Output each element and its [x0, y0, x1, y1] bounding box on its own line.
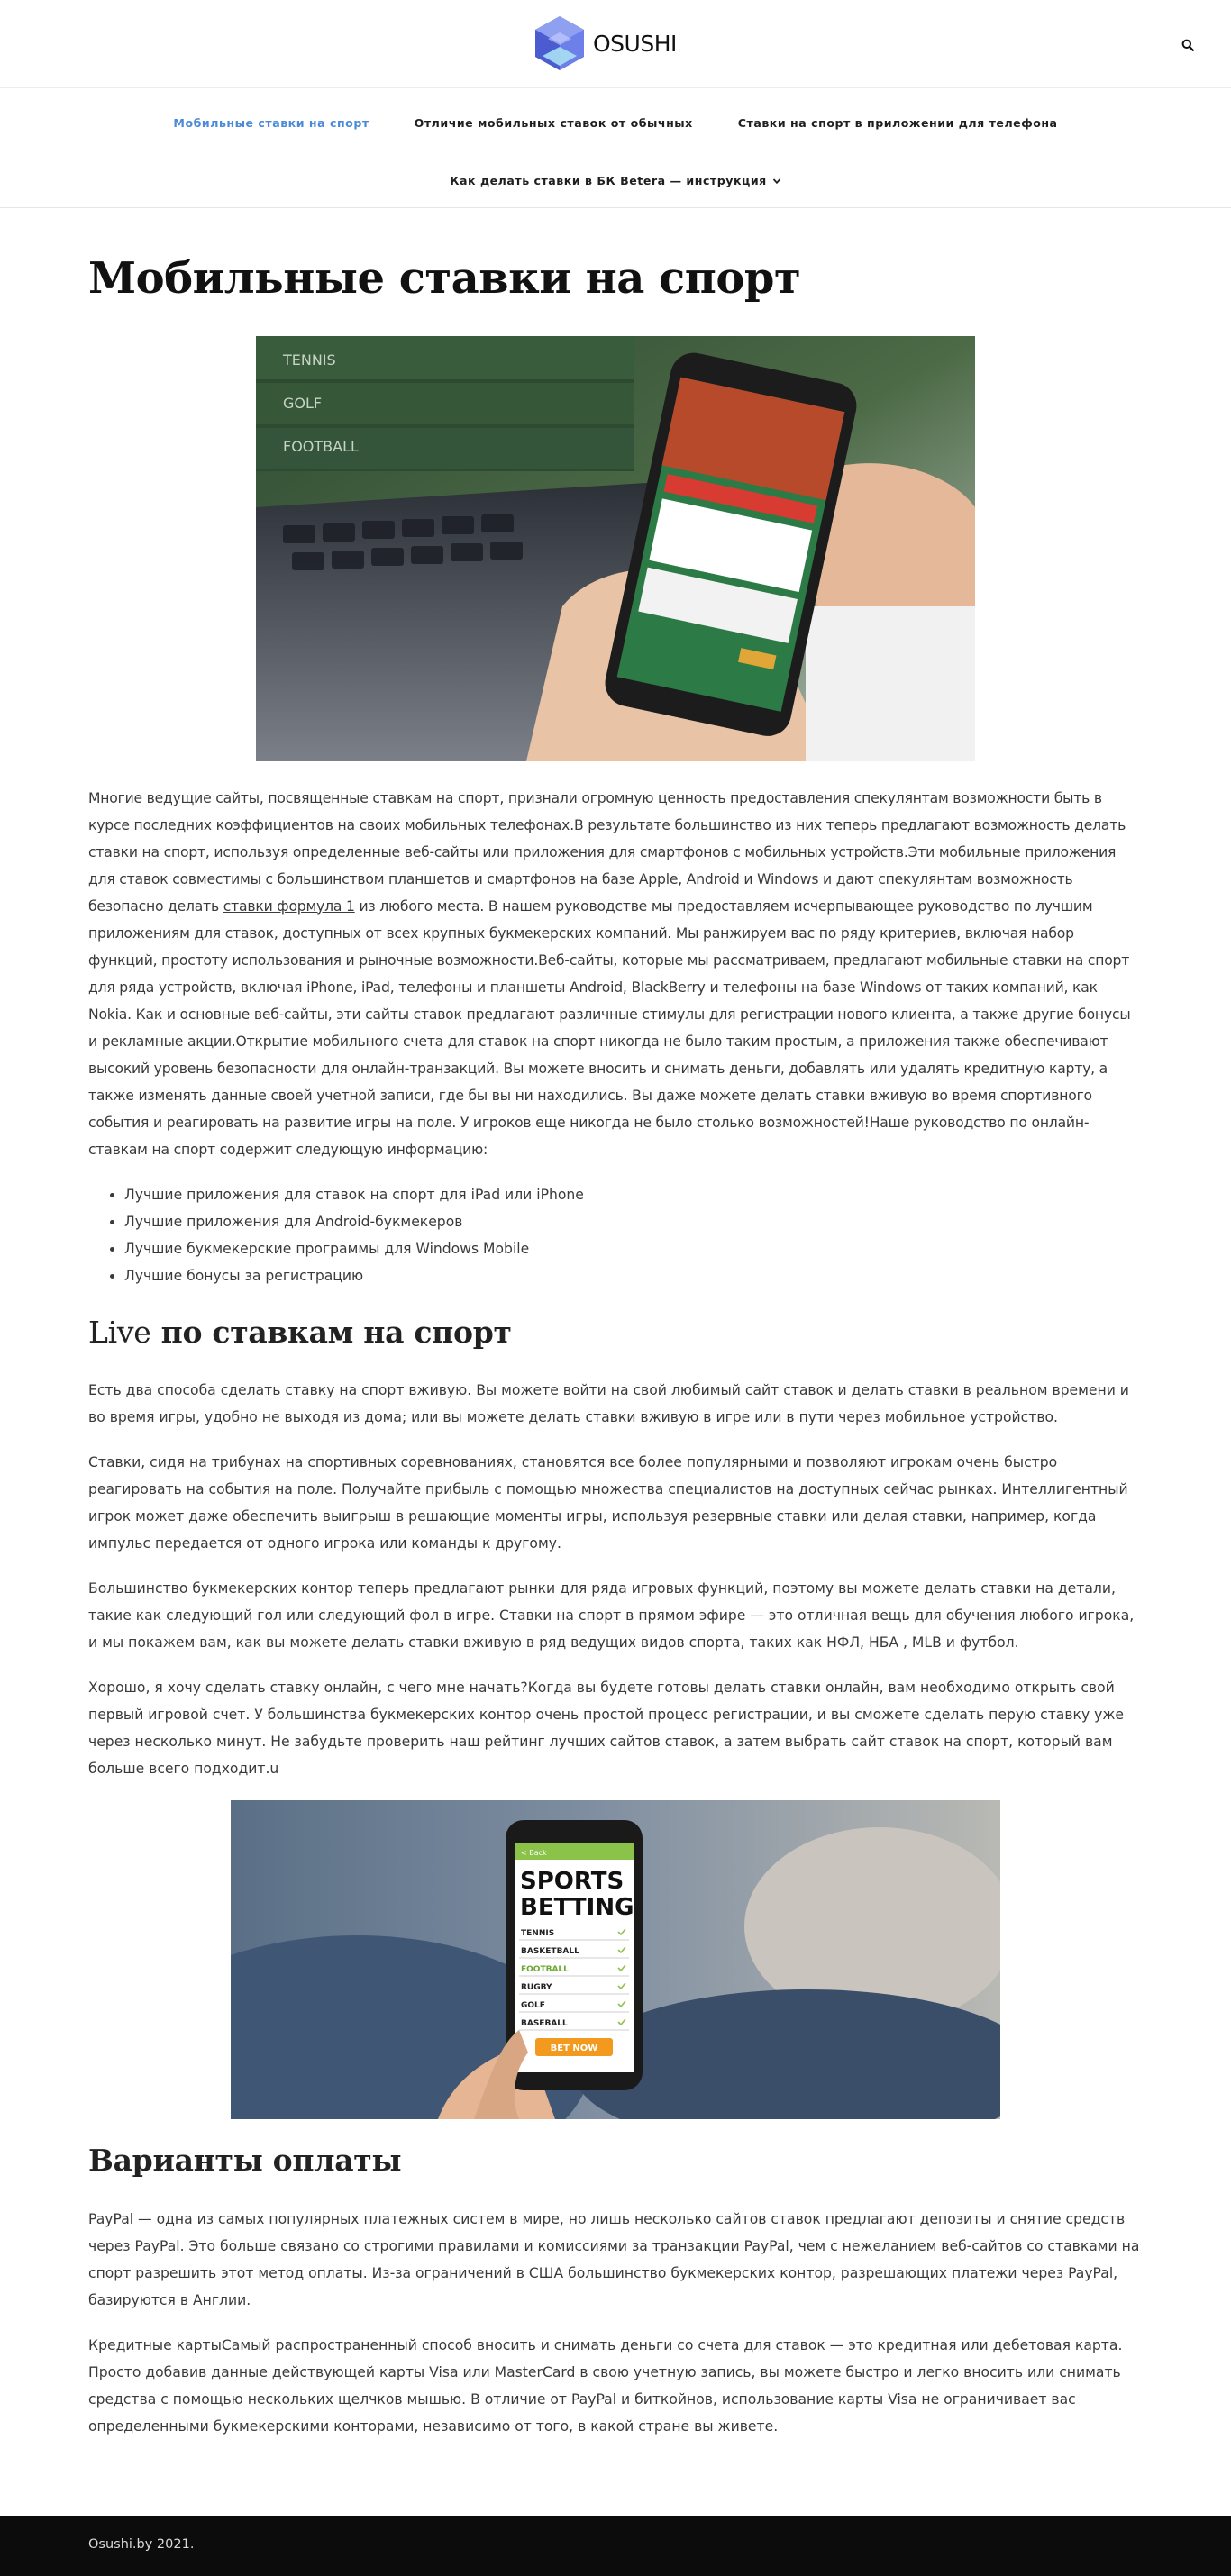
- phone-item: RUGBY: [521, 1983, 552, 1993]
- nav-item-mobile-betting[interactable]: [173, 110, 369, 137]
- search-button[interactable]: [1177, 34, 1199, 56]
- site-logo-link[interactable]: [533, 14, 677, 72]
- site-title: OSUSHI: [593, 30, 677, 57]
- live-paragraph: Ставки, сидя на трибунах на спортивных соревнованиях, становятся все более популярными и позволяют игрокам очень быстро реагировать на события на поле. Получайте прибыль с помощью множества специалистов на доступных сейчас рынках. Интеллигентный игрок может даже обеспечить выигрыш в решающие моменты игры, используя резервные ставки или делая ставки, например, когда импульс передается от одного игрока или команды к другому.: [88, 1454, 1128, 1552]
- nav-item-label: Ставки на спорт в приложении для телефона: [737, 116, 1058, 130]
- phone-title-line2: BETTING: [520, 1894, 634, 1922]
- payment-paragraph: PayPal — одна из самых популярных платежных систем в мире, но лишь несколько сайтов ставок предлагают депозиты и снятие средств через PayPal. Это больше связано со строгими правилами и комиссиями за транзакции PayPal, чем с нежеланием веб-сайтов со ставками на спорт разрешить этот метод оплаты. Из-за ограничений в США большинство букмекерских контор, разрешающих платежи через PayPal, базируются в Англии.: [88, 2210, 1140, 2308]
- article-image-phone-betting: [256, 336, 975, 761]
- list-item: • Лучшие приложения для Android-букмекеров: [124, 1208, 1143, 1235]
- footer-copyright: Osushi.by 2021.: [88, 2537, 195, 2552]
- phone-item: BASEBALL: [521, 2019, 568, 2029]
- phone-item: TENNIS: [521, 1929, 555, 1939]
- list-item: • Лучшие бонусы за регистрацию: [124, 1262, 1143, 1289]
- payment-options-heading: Варианты оплаты: [88, 2143, 402, 2179]
- guide-contents-list: [88, 1181, 1143, 1289]
- phone-item: FOOTBALL: [521, 1965, 569, 1975]
- phone-title-line1: SPORTS: [520, 1868, 625, 1896]
- search-icon: [1181, 39, 1194, 51]
- nav-row: [0, 110, 1231, 137]
- nav-row: [0, 168, 1231, 195]
- nav-item-label: Как делать ставки в БК Betera — инструкция: [450, 174, 767, 187]
- live-paragraph: Большинство букмекерских контор теперь предлагают рынки для ряда игровых функций, поэтому вы можете делать ставки на детали, такие как следующий гол или следующий фол в игре. Ставки на спорт в прямом эфире — это отличная вещь для обучения любого игрока, и мы покажем вам, как вы можете делать ставки вживую в ряд ведущих видов спорта, таких как НФЛ, НБА , MLB и футбол.: [88, 1580, 1135, 1652]
- nav-item-betera-instruction[interactable]: [450, 168, 781, 195]
- nav-item-label: Мобильные ставки на спорт: [173, 116, 369, 130]
- intro-paragraph: [88, 785, 1143, 1163]
- intro-text-end: из любого места. В нашем руководстве мы предоставляем исчерпывающее руководство по лучшим приложениям для ставок, доступных от всех крупных букмекерских компаний. Мы ранжируем вас по ряду критериев, включая набор функций, простоту использования и рыночные возможности.Веб-сайты, которые мы рассматриваем, предлагают мобильные ставки на спорт для ряда устройств, включая iPhone, iPad, телефоны и планшеты Android, BlackBerry и телефоны на базе Windows от таких компаний, как Nokia. Как и основные веб-сайты, эти сайты ставок предлагают различные стимулы для регистрации нового клиента, а также другие бонусы и рекламные акции.Открытие мобильного счета для ставок на спорт никогда не было таким простым, а приложения также обеспечивают высокий уровень безопасности для онлайн-транзакций. Вы можете вносить и снимать деньги, добавлять или удалять кредитную карту, а также изменять данные своей учетной записи, где бы вы ни находились. Вы даже можете делать ставки вживую во время спортивного события и реагировать на развитие игры на поле. У игроков еще никогда не было столько возможностей!Наше руководство по онлайн-ставкам на спорт содержит следующую информацию:: [88, 897, 1131, 1158]
- list-item: • Лучшие букмекерские программы для Windows Mobile: [124, 1235, 1143, 1262]
- payment-paragraph: Кредитные картыСамый распространенный способ вносить и снимать деньги со счета для ставок — это кредитная или дебетовая карта. Просто добавив данные действующей карты Visa или MasterCard в свою учетную запись, вы можете быстро и легко вносить или снимать средства с помощью нескольких щелчков мышью. В отличие от PayPal и биткойнов, использование карты Visa не ограничивает вас определенными букмекерскими конторами, независимо от того, в какой стране вы живете.: [88, 2336, 1123, 2435]
- formula1-betting-link[interactable]: ставки формула 1: [223, 897, 355, 915]
- nav-item-mobile-vs-regular[interactable]: [415, 110, 693, 137]
- list-item: • Лучшие приложения для ставок на спорт для iPad или iPhone: [124, 1181, 1143, 1208]
- phone-item: GOLF: [521, 2001, 545, 2011]
- intro-text-start: Многие ведущие сайты, посвященные ставкам на спорт, признали огромную ценность предоставления спекулянтам возможности быть в курсе последних коэффициентов на своих мобильных телефонах.В результате большинство из них теперь предлагают возможность делать ставки на спорт, используя определенные веб-сайты или приложения для смартфонов с мобильных устройств.Эти мобильные приложения для ставок совместимы с большинством планшетов и смартфонов на базе Apple, Android и Windows и дают спекулянтам возможность безопасно делать: [88, 789, 1126, 915]
- nav-item-label: Отличие мобильных ставок от обычных: [414, 116, 693, 130]
- article: [88, 208, 1143, 2458]
- laptop-label-tennis: TENNIS: [283, 350, 336, 369]
- page-title: Мобильные ставки на спорт: [88, 253, 801, 304]
- heading-prefix: Live: [88, 1314, 151, 1350]
- heading-rest: по ставкам на спорт: [150, 1314, 512, 1350]
- phone-bet-now-label: BET NOW: [550, 2044, 598, 2054]
- phone-item: BASKETBALL: [521, 1947, 579, 1957]
- site-footer: [0, 2516, 1231, 2576]
- sports-betting-phone-illustration: [231, 1800, 1000, 2119]
- phone-betting-illustration: [256, 336, 975, 761]
- main-navigation: [0, 88, 1231, 208]
- phone-back-label: < Back: [521, 1849, 547, 1858]
- nav-item-app-betting[interactable]: [738, 110, 1058, 137]
- live-betting-heading: [88, 1315, 1143, 1351]
- chevron-down-icon: [772, 177, 781, 185]
- live-paragraph: Хорошо, я хочу сделать ставку онлайн, с чего мне начать?Когда вы будете готовы делать ставки онлайн, вам необходимо открыть свой первый игровой счет. У большинства букмекерских контор очень простой процесс регистрации, и вы сможете сделать перую ставку уже через несколько минут. Не забудьте проверить наш рейтинг лучших сайтов ставок, а затем выбрать сайт ставок на спорт, который вам больше всего подходит.u: [88, 1679, 1125, 1778]
- logo-cube-icon: [533, 14, 586, 72]
- laptop-label-football: FOOTBALL: [283, 437, 359, 455]
- site-header: [0, 0, 1231, 88]
- laptop-label-golf: GOLF: [283, 394, 323, 412]
- article-image-sports-betting-phone: [231, 1800, 1000, 2119]
- live-paragraph: Есть два способа сделать ставку на спорт вживую. Вы можете войти на свой любимый сайт ставок и делать ставки в реальном времени и во время игры, удобно не выходя из дома; или вы можете делать ставки вживую в игре или в пути через мобильное устройство.: [88, 1382, 1129, 1426]
